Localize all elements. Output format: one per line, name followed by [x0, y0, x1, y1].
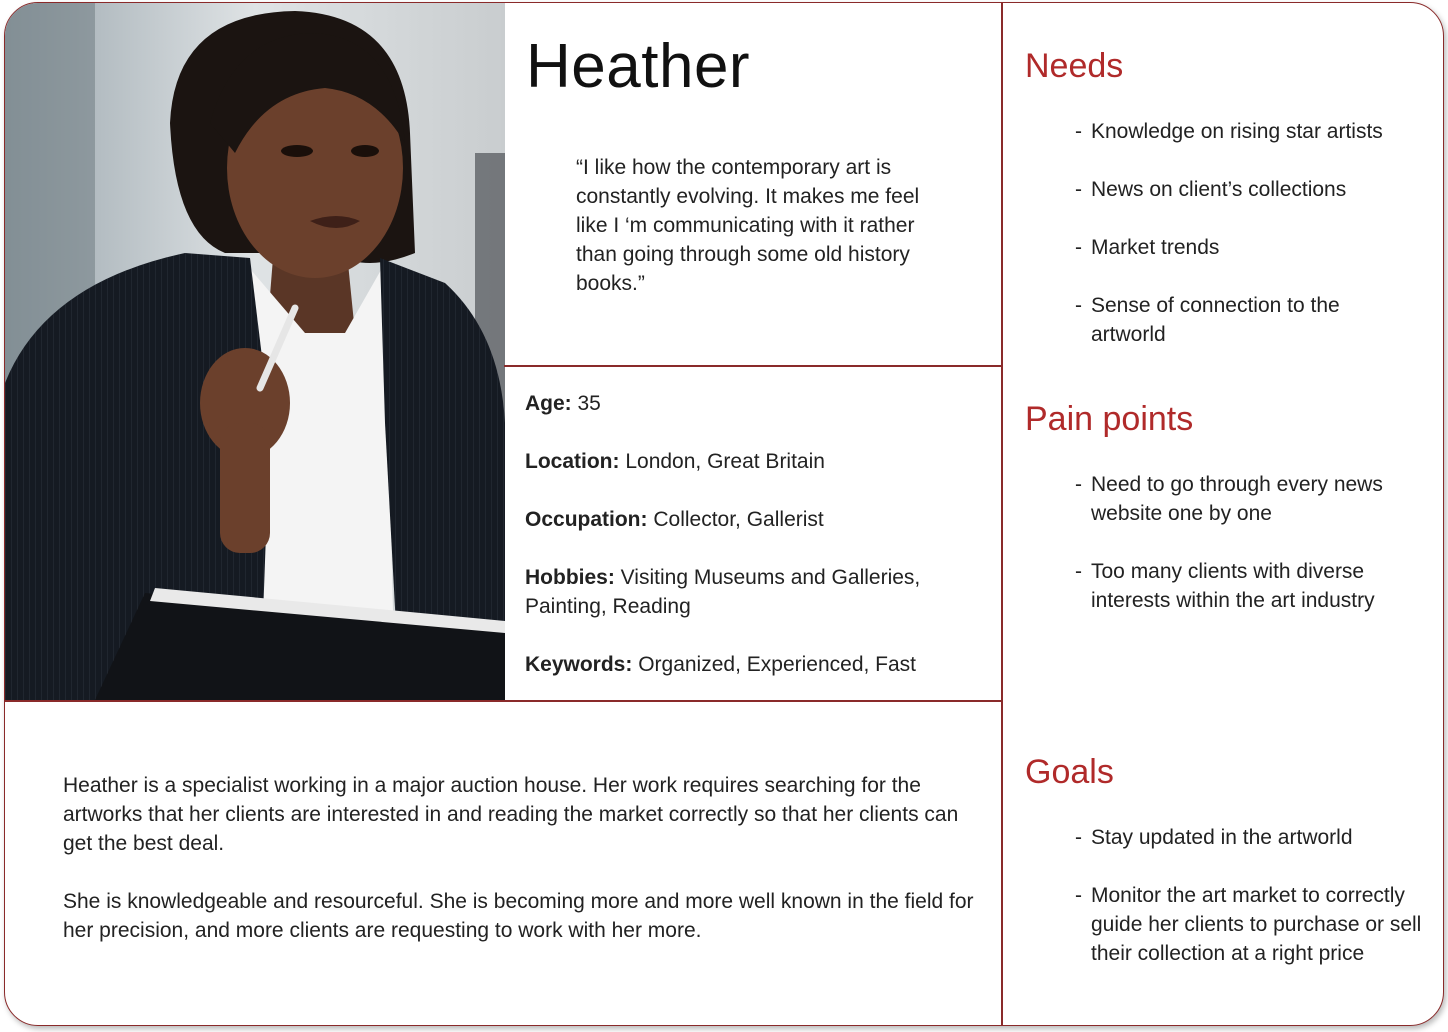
persona-photo-illustration [5, 3, 505, 700]
detail-value: Organized, Experienced, Fast [632, 653, 917, 676]
list-item-text: Knowledge on rising star artists [1091, 120, 1383, 143]
detail-value: London, Great Britain [619, 450, 825, 473]
detail-value: Collector, Gallerist [647, 508, 824, 531]
list-item [1075, 557, 1425, 615]
persona-card [4, 2, 1444, 1026]
quote-bottom-divider [504, 365, 1002, 367]
persona-name: Heather [526, 32, 751, 101]
bio-paragraph: She is knowledgeable and resourceful. She is becoming more and more well known in the field for her precision, and more clients are requesting to work with her more. [63, 890, 974, 942]
detail-label: Location: [525, 450, 620, 473]
list-item-text: Monitor the art market to correctly guide her clients to purchase or sell their collection at a right price [1091, 884, 1422, 965]
bio-paragraph: Heather is a specialist working in a major auction house. Her work requires searching for the artworks that her clients are interested in and reading the market correctly so that her clients can get the best deal. [63, 774, 959, 855]
list-item [1075, 470, 1420, 528]
pain-points-list [1075, 470, 1435, 644]
list-marker: - [1075, 294, 1082, 317]
detail-hobbies [525, 563, 995, 621]
list-item-text: News on client’s collections [1091, 178, 1347, 201]
goals-list [1075, 823, 1435, 997]
detail-occupation [525, 505, 995, 534]
persona-quote: “I like how the contemporary art is constantly evolving. It makes me feel like I ‘m communicating with it rather than going through some old history books.” [576, 156, 920, 295]
pain-points-title: Pain points [1025, 400, 1194, 438]
goals-title: Goals [1025, 753, 1114, 791]
persona-bio [63, 771, 983, 945]
detail-label: Age: [525, 392, 572, 415]
list-marker: - [1075, 884, 1082, 907]
list-marker: - [1075, 236, 1082, 259]
detail-value: Visiting Museums and Galleries, Painting, Reading [525, 566, 921, 618]
detail-label: Hobbies: [525, 566, 615, 589]
list-item-text: Too many clients with diverse interests within the art industry [1091, 560, 1375, 612]
list-marker: - [1075, 826, 1082, 849]
detail-value: 35 [571, 392, 601, 415]
detail-label: Occupation: [525, 508, 648, 531]
main-column-divider [1001, 3, 1003, 1026]
list-item-text: Market trends [1091, 236, 1220, 259]
list-item [1075, 881, 1425, 968]
list-item-text: Need to go through every news website one by one [1091, 473, 1383, 525]
list-item-text: Stay updated in the artworld [1091, 826, 1353, 849]
list-marker: - [1075, 560, 1082, 583]
list-marker: - [1075, 178, 1082, 201]
list-item [1075, 175, 1435, 204]
needs-list [1075, 117, 1435, 378]
list-marker: - [1075, 120, 1082, 143]
detail-label: Keywords: [525, 653, 633, 676]
detail-keywords [525, 650, 995, 679]
list-item-text: Sense of connection to the artworld [1091, 294, 1340, 346]
persona-details [525, 389, 995, 708]
needs-title: Needs [1025, 47, 1124, 85]
persona-photo [5, 3, 505, 700]
detail-age [525, 389, 995, 418]
list-item [1075, 233, 1435, 262]
list-item [1075, 291, 1395, 349]
detail-location [525, 447, 995, 476]
list-item [1075, 117, 1435, 146]
list-marker: - [1075, 473, 1082, 496]
list-item [1075, 823, 1435, 852]
